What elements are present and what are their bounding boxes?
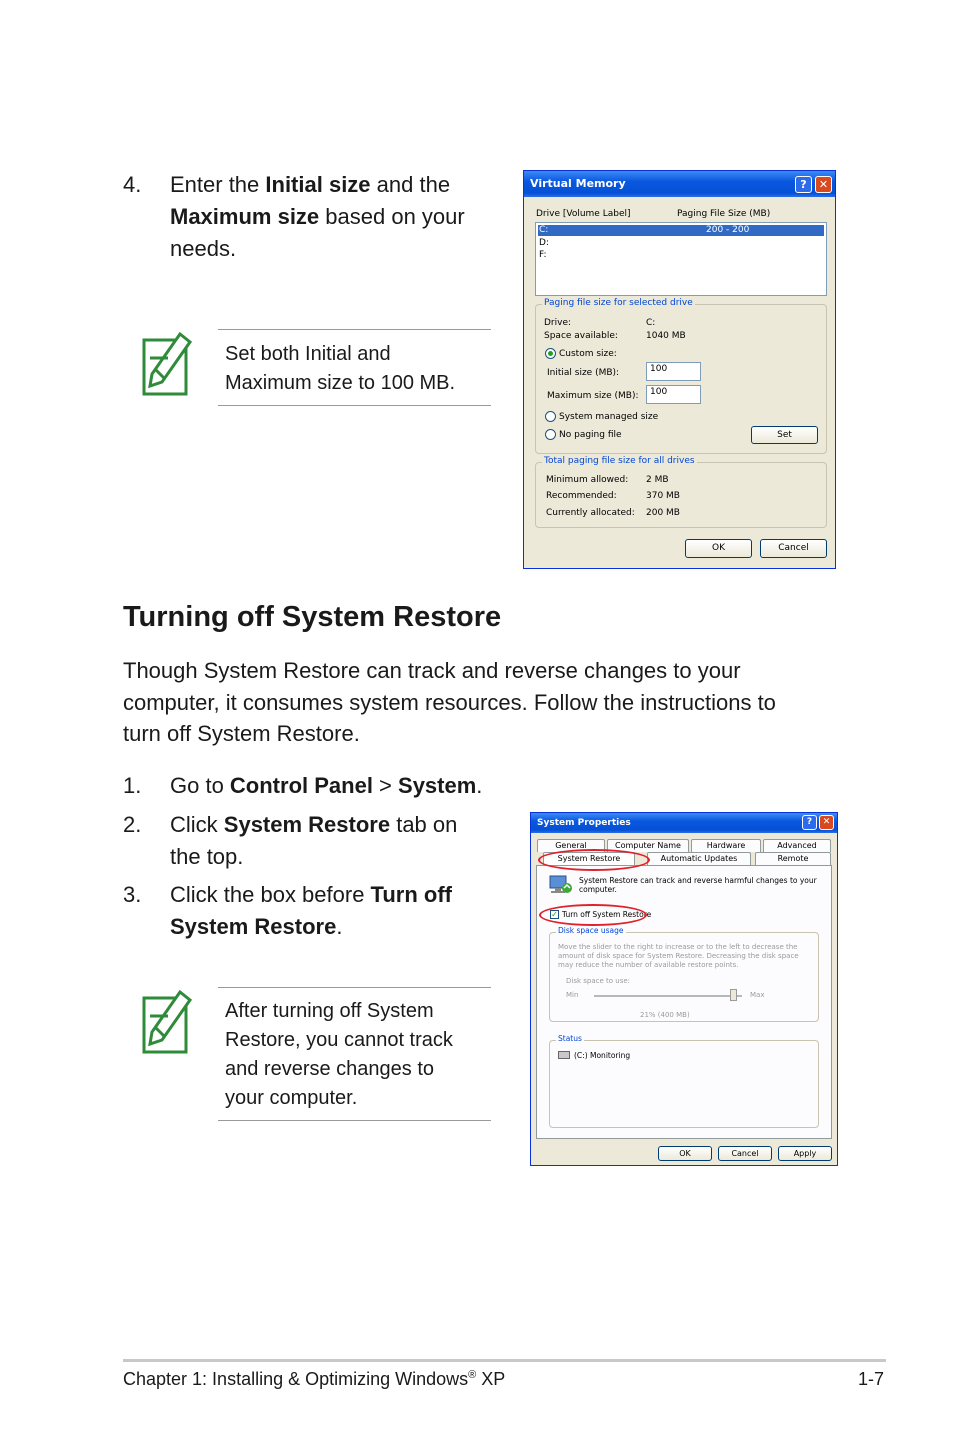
help-icon[interactable]: ? [802, 815, 817, 830]
drive-row[interactable]: F: [539, 250, 547, 260]
step-text: Enter the Initial size and the Maximum size based on your needs. [170, 172, 465, 261]
help-icon[interactable]: ? [795, 176, 812, 193]
highlight-checkbox-circle [539, 904, 647, 926]
note-bottom-rule [218, 1120, 491, 1121]
ok-button[interactable]: OK [685, 539, 752, 558]
footer-page-number: 1-7 [858, 1369, 885, 1389]
step-3: 3. Click the box before Turn off System Restore. [123, 882, 452, 939]
close-icon[interactable]: ✕ [819, 815, 834, 830]
section-heading: Turning off System Restore [123, 601, 502, 633]
initial-size-input[interactable]: 100 [646, 362, 701, 381]
virtual-memory-window [523, 170, 836, 569]
tab-remote[interactable]: Remote [755, 852, 831, 865]
maximum-size-input[interactable]: 100 [646, 385, 701, 404]
set-button[interactable]: Set [751, 426, 818, 444]
note-text: After turning off System Restore, you cannot track and reverse changes to your computer. [225, 1000, 453, 1109]
drive-icon [558, 1051, 570, 1059]
tab-automatic-updates[interactable]: Automatic Updates [647, 852, 751, 865]
ok-button[interactable]: OK [658, 1146, 712, 1161]
tab-advanced[interactable]: Advanced [763, 839, 831, 852]
note-text: Set both Initial and Maximum size to 100 MB. [225, 343, 456, 394]
note-bottom-rule [218, 405, 491, 406]
note-top-rule [218, 987, 491, 988]
drive-column-header: Drive [Volume Label] [536, 209, 631, 219]
drive-list[interactable] [535, 222, 827, 296]
disk-space-group: Disk space usage Move the slider to the right to increase or to the left to decrease the amount of disk space for System Restore. Decreasing the disk space may reduce the number of available restore points. Disk space to use: Min Max 21% (400 MB) [549, 932, 819, 1022]
tab-panel: System Restore can track and reverse harmful changes to your computer. ✓ Turn off System Restore Disk space usage Move the slider to the right to increase or to the left to decrease the amount of disk space for System Restore. Decreasing the disk space may reduce the number of available restore points. Disk space to use: Min Max 21% (400 MB) Status (C:) Monitoring [536, 865, 832, 1139]
step-number: 4. [123, 172, 142, 197]
step-4 [123, 169, 503, 269]
disk-slider-track[interactable] [594, 995, 742, 997]
drive-row[interactable]: D: [539, 238, 549, 248]
turn-off-checkbox[interactable]: ✓ [551, 910, 558, 919]
tab-system-restore[interactable]: System Restore [543, 852, 635, 865]
cancel-button[interactable]: Cancel [760, 539, 827, 558]
cancel-button[interactable]: Cancel [718, 1146, 772, 1161]
system-managed-radio[interactable] [545, 411, 556, 422]
section-paragraph: Though System Restore can track and reverse changes to your computer, it consumes system resources. Follow the instructions to turn off System Restore. [123, 658, 776, 746]
footer-rule [123, 1359, 886, 1362]
paging-size-group: Paging file size for selected drive Drive: C: Space available: 1040 MB Custom size: Initial size (MB): 100 Maximum size (MB): 100 System managed size No paging file Set [535, 304, 827, 454]
custom-size-radio[interactable] [545, 348, 556, 359]
note-icon [142, 988, 198, 1054]
total-paging-group: Total paging file size for all drives Minimum allowed: 2 MB Recommended: 370 MB Currently allocated: 200 MB [535, 462, 827, 528]
restore-icon [547, 874, 573, 896]
disk-slider-thumb[interactable] [730, 989, 737, 1001]
step-2: 2. Click System Restore tab on the top. [123, 812, 458, 869]
status-group: Status (C:) Monitoring [549, 1040, 819, 1128]
drive-row-selected[interactable]: C: 200 - 200 [538, 225, 824, 236]
no-paging-radio[interactable] [545, 429, 556, 440]
paging-column-header: Paging File Size (MB) [677, 209, 771, 219]
tab-general[interactable]: General [537, 839, 605, 852]
tab-computer-name[interactable]: Computer Name [607, 839, 689, 852]
system-properties-window [530, 812, 838, 1166]
apply-button[interactable]: Apply [778, 1146, 832, 1161]
tab-hardware[interactable]: Hardware [691, 839, 761, 852]
step-1: 1. Go to Control Panel > System. [123, 773, 483, 798]
highlight-tab-circle [538, 849, 650, 871]
close-icon[interactable]: ✕ [815, 176, 832, 193]
note-top-rule [218, 329, 491, 330]
window-title: System Properties [531, 813, 837, 833]
window-title: Virtual Memory [524, 171, 835, 197]
note-icon [142, 330, 198, 396]
footer-chapter: Chapter 1: Installing & Optimizing Windows® XP [123, 1369, 506, 1389]
